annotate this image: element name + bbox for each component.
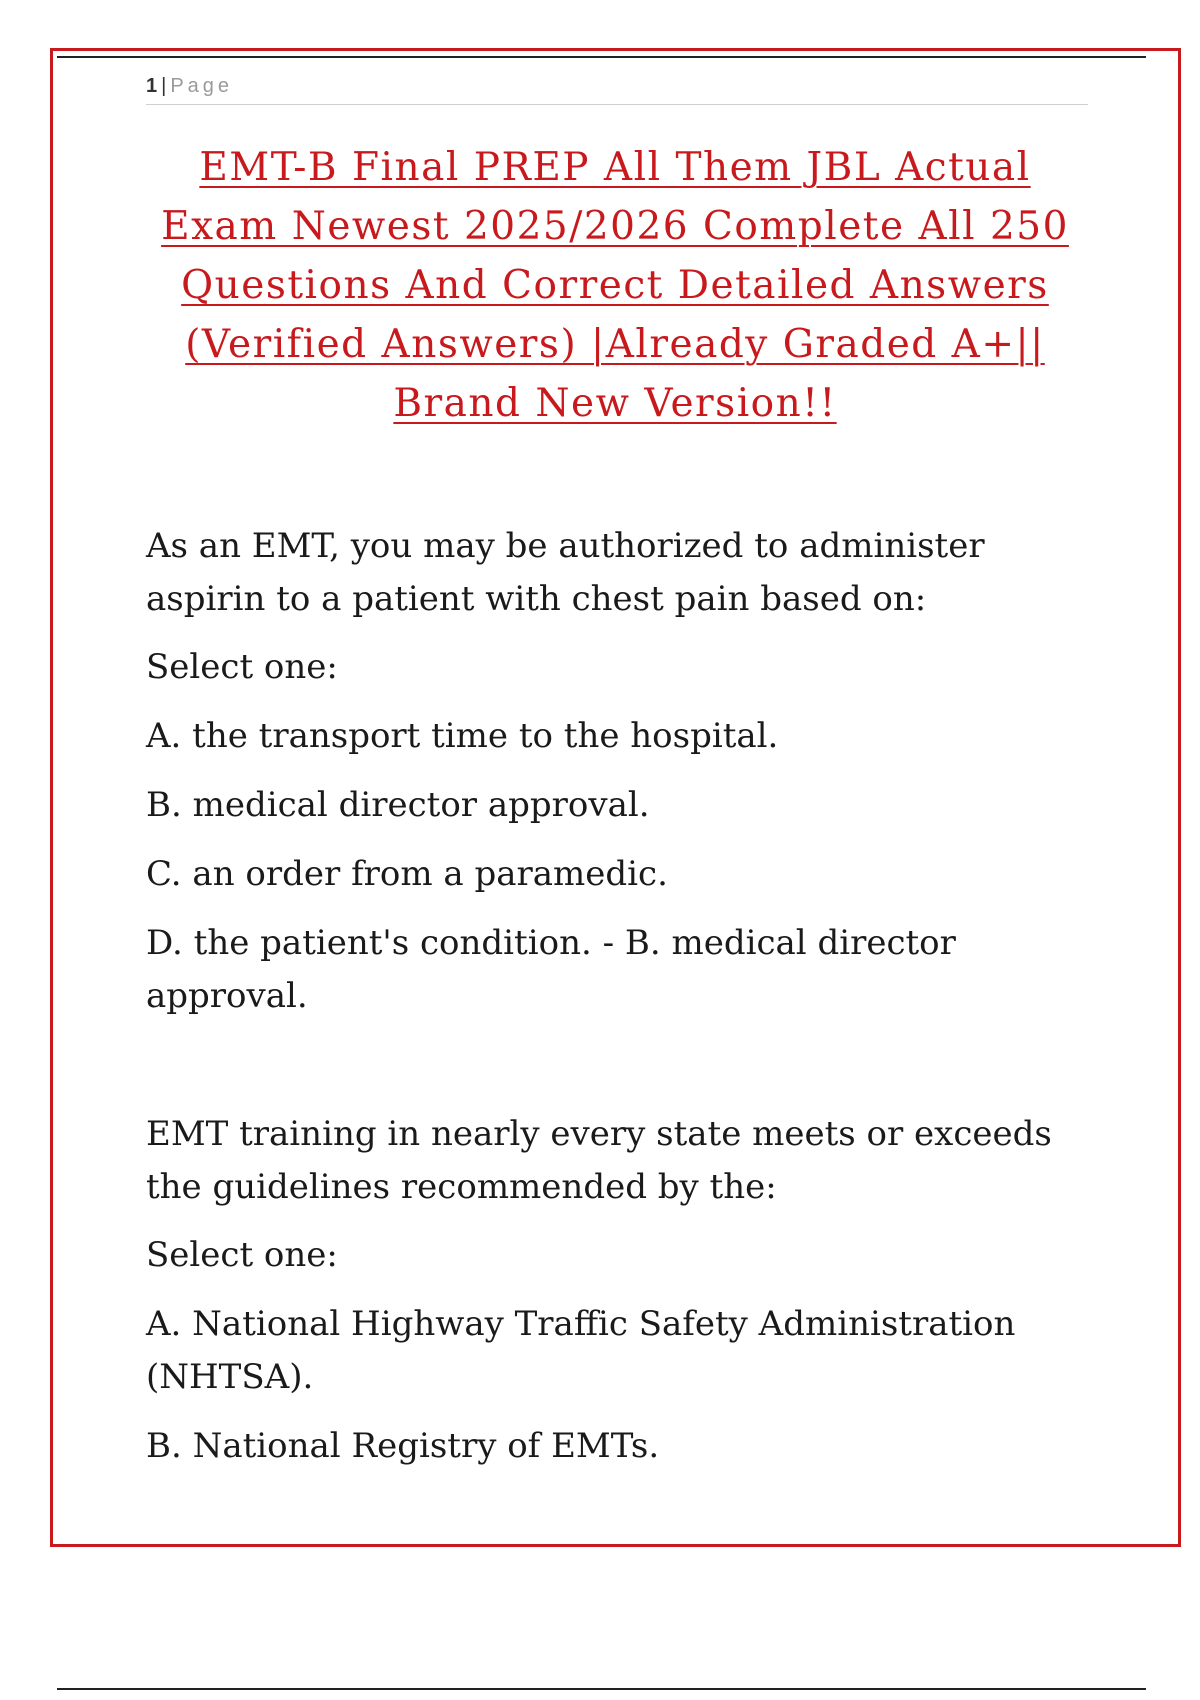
question-2	[146, 1108, 1096, 1473]
question-prompt: Select one:	[146, 647, 338, 687]
option-b: B. medical director approval.	[146, 785, 650, 825]
top-rule	[57, 56, 1146, 58]
question-1	[146, 520, 1096, 1023]
document-title: EMT-B Final PREP All Them JBL Actual Exam Newest 2025/2026 Complete All 250 Questions And Correct Detailed Answers (Verified Answers) |Already Graded A+|| Brand New Version!!	[161, 145, 1069, 426]
option-a: A. National Highway Traffic Safety Administration (NHTSA).	[146, 1304, 1016, 1397]
option-b: B. National Registry of EMTs.	[146, 1426, 660, 1466]
bottom-rule	[57, 1688, 1146, 1690]
page-header	[146, 74, 1088, 105]
page-separator: |	[161, 75, 167, 97]
question-text: EMT training in nearly every state meets or exceeds the guidelines recommended by the:	[146, 1114, 1052, 1207]
document-body	[146, 520, 1096, 1558]
option-d-with-answer: D. the patient's condition. - B. medical director approval.	[146, 923, 956, 1016]
option-a: A. the transport time to the hospital.	[146, 716, 779, 756]
question-text: As an EMT, you may be authorized to administer aspirin to a patient with chest pain based on:	[146, 526, 985, 619]
question-prompt: Select one:	[146, 1235, 338, 1275]
page-label: Page	[170, 75, 234, 97]
page-number: 1	[146, 75, 158, 97]
option-c: C. an order from a paramedic.	[146, 854, 668, 894]
